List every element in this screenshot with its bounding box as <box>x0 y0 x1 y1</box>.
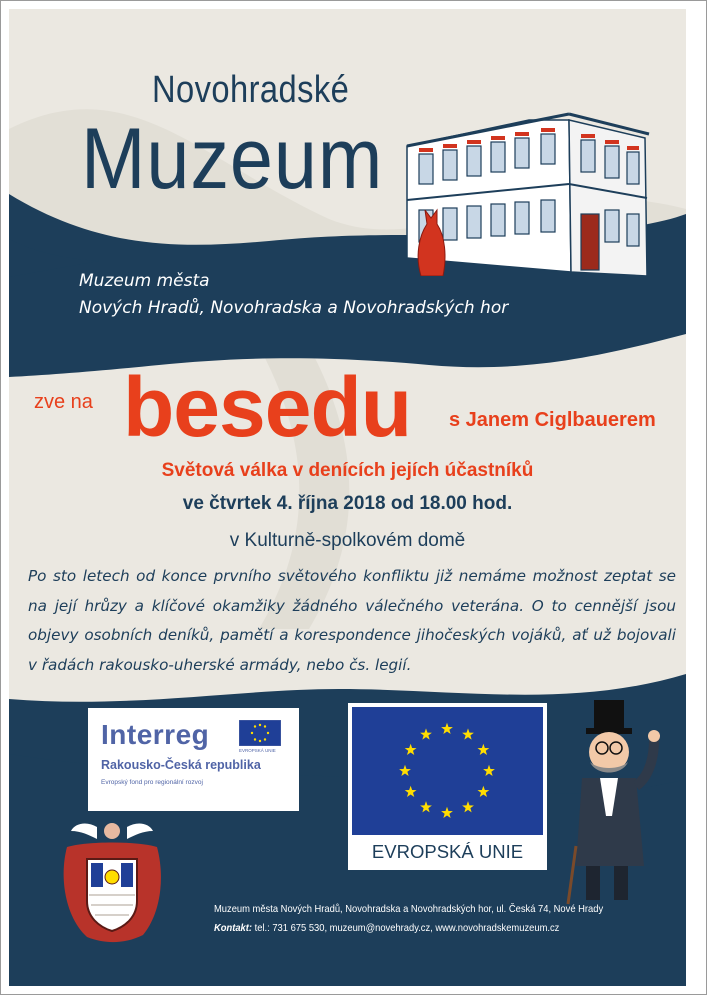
footer-address: Muzeum města Nových Hradů, Novohradska a Novohradských hor, ul. Česká 74, Nové Hrady <box>214 904 604 915</box>
interreg-title: Interreg <box>101 719 210 750</box>
interreg-fund: Evropský fond pro regionální rozvoj <box>101 779 203 786</box>
interreg-logo <box>88 708 299 811</box>
contact-details: tel.: 731 675 530, muzeum@novehrady.cz, www.novohradskemuzeum.cz <box>254 923 560 934</box>
subtitle-line-2: Nových Hradů, Novohradska a Novohradských hor <box>79 298 509 318</box>
subtitle-line-1: Muzeum města <box>79 271 210 291</box>
eu-flag-icon <box>352 707 543 835</box>
event-description: Po sto letech od konce prvního světového konfliktu již nemáme možnost zeptat se na její hrůzy a klíčové okamžiky žádného válečného veterána. O to cennější jsou objevy osobních deníků, pamětí a korespondence jihočeských vojáků, ať už bojovali v řadách rakousko-uherské armády, nebo čs. legií. <box>28 567 676 674</box>
gentleman-cartoon <box>562 696 672 906</box>
museum-building-illustration <box>399 106 661 276</box>
poster <box>9 9 686 986</box>
museum-title-large: Muzeum <box>81 111 384 207</box>
speaker-name: s Janem Ciglbauerem <box>449 409 656 431</box>
eu-label: EVROPSKÁ UNIE <box>371 841 524 862</box>
eu-logo <box>348 703 547 870</box>
contact-label: Kontakt: <box>214 923 253 934</box>
eu-flag-small-icon <box>239 720 281 746</box>
event-venue: v Kulturně-spolkovém domě <box>229 530 466 551</box>
coat-of-arms-icon <box>57 817 167 947</box>
footer-contact <box>214 923 559 934</box>
museum-title-small: Novohradské <box>152 69 350 111</box>
interreg-program: Rakousko-Česká republika <box>101 758 261 772</box>
lecture-title: Světová válka v denících jejích účastníků <box>161 460 534 481</box>
invite-prefix: zve na <box>34 391 93 413</box>
event-title: besedu <box>123 360 412 454</box>
event-datetime: ve čtvrtek 4. října 2018 od 18.00 hod. <box>182 493 513 514</box>
interreg-flag-label: EVROPSKÁ UNIE <box>239 748 276 753</box>
